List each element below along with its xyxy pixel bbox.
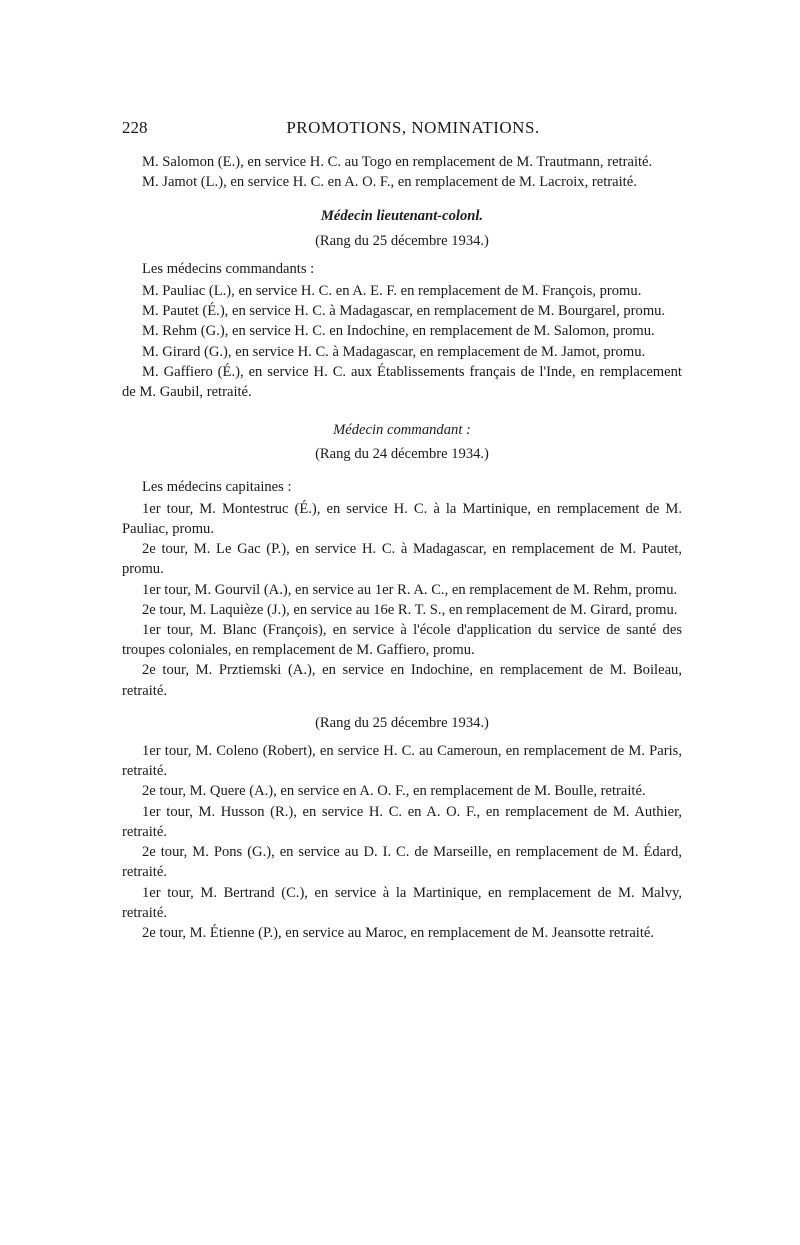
entry-paragraph: M. Girard (G.), en service H. C. à Madagascar, en remplacement de M. Jamot, promu. [142,343,646,360]
entry-paragraph: 2e tour, M. Pons (G.), en service au D. I. C. de Marseille, en remplacement de M. Édard, retraité. [122,844,682,881]
entry-paragraph: 1er tour, M. Coleno (Robert), en service H. C. au Cameroun, en remplacement de M. Paris, retraité. [122,743,682,780]
running-title: PROMOTIONS, NOMINATIONS. [286,118,540,137]
entry-paragraph: 2e tour, M. Le Gac (P.), en service H. C. à Madagascar, en remplacement de M. Pautet, promu. [122,541,682,578]
section-intro: Les médecins capitaines : [142,478,292,495]
entry-paragraph: 2e tour, M. Étienne (P.), en service au Maroc, en remplacement de M. Jeansotte retraité. [142,924,655,941]
entry-paragraph: M. Salomon (E.), en service H. C. au Togo en remplacement de M. Trautmann, retraité. [142,154,653,170]
entry-paragraph: 2e tour, M. Quere (A.), en service en A. O. F., en remplacement de M. Boulle, retraité. [142,783,646,800]
section-heading: Médecin commandant : [333,422,471,439]
entry-paragraph: 1er tour, M. Husson (R.), en service H. C. en A. O. F., en remplacement de M. Authier, retraité. [122,803,682,840]
page-header [122,118,682,142]
entry-paragraph: M. Pauliac (L.), en service H. C. en A. E. F. en remplacement de M. François, promu. [142,283,642,300]
page-number: 228 [122,118,148,137]
entry-paragraph: 1er tour, M. Bertrand (C.), en service à la Martinique, en remplacement de M. Malvy, retraité. [122,884,682,921]
entry-paragraph: M. Jamot (L.), en service H. C. en A. O. F., en remplacement de M. Lacroix, retraité. [142,174,637,191]
entry-paragraph: 1er tour, M. Montestruc (É.), en service H. C. à la Martinique, en remplacement de M. Pauliac, promu. [122,500,682,538]
entry-paragraph: M. Rehm (G.), en service H. C. en Indochine, en remplacement de M. Salomon, promu. [142,323,655,340]
section-heading: Médecin lieutenant-colonl. [320,208,484,225]
entry-paragraph: 1er tour, M. Gourvil (A.), en service au 1er R. A. C., en remplacement de M. Rehm, promu. [142,581,678,598]
entry-paragraph: 2e tour, M. Laquièze (J.), en service au 16e R. T. S., en remplacement de M. Girard, promu. [142,601,678,618]
entry-paragraph: 1er tour, M. Blanc (François), en service à l'école d'application du service de santé des troupes coloniales, en remplacement de M. Gaffiero, promu. [122,622,682,659]
page-body [122,152,682,943]
entry-paragraph: M. Gaffiero (É.), en service H. C. aux Établissements français de l'Inde, en remplacement de M. Gaubil, retraité. [122,363,682,401]
entry-paragraph: M. Pautet (É.), en service H. C. à Madagascar, en remplacement de M. Bourgarel, promu. [142,303,666,320]
rank-date: (Rang du 25 décembre 1934.) [315,714,489,731]
rank-date: (Rang du 25 décembre 1934.) [315,232,489,249]
entry-paragraph: 2e tour, M. Prztiemski (A.), en service en Indochine, en remplacement de M. Boileau, retraité. [122,662,682,699]
rank-date: (Rang du 24 décembre 1934.) [315,446,489,463]
section-intro: Les médecins commandants : [142,260,315,277]
